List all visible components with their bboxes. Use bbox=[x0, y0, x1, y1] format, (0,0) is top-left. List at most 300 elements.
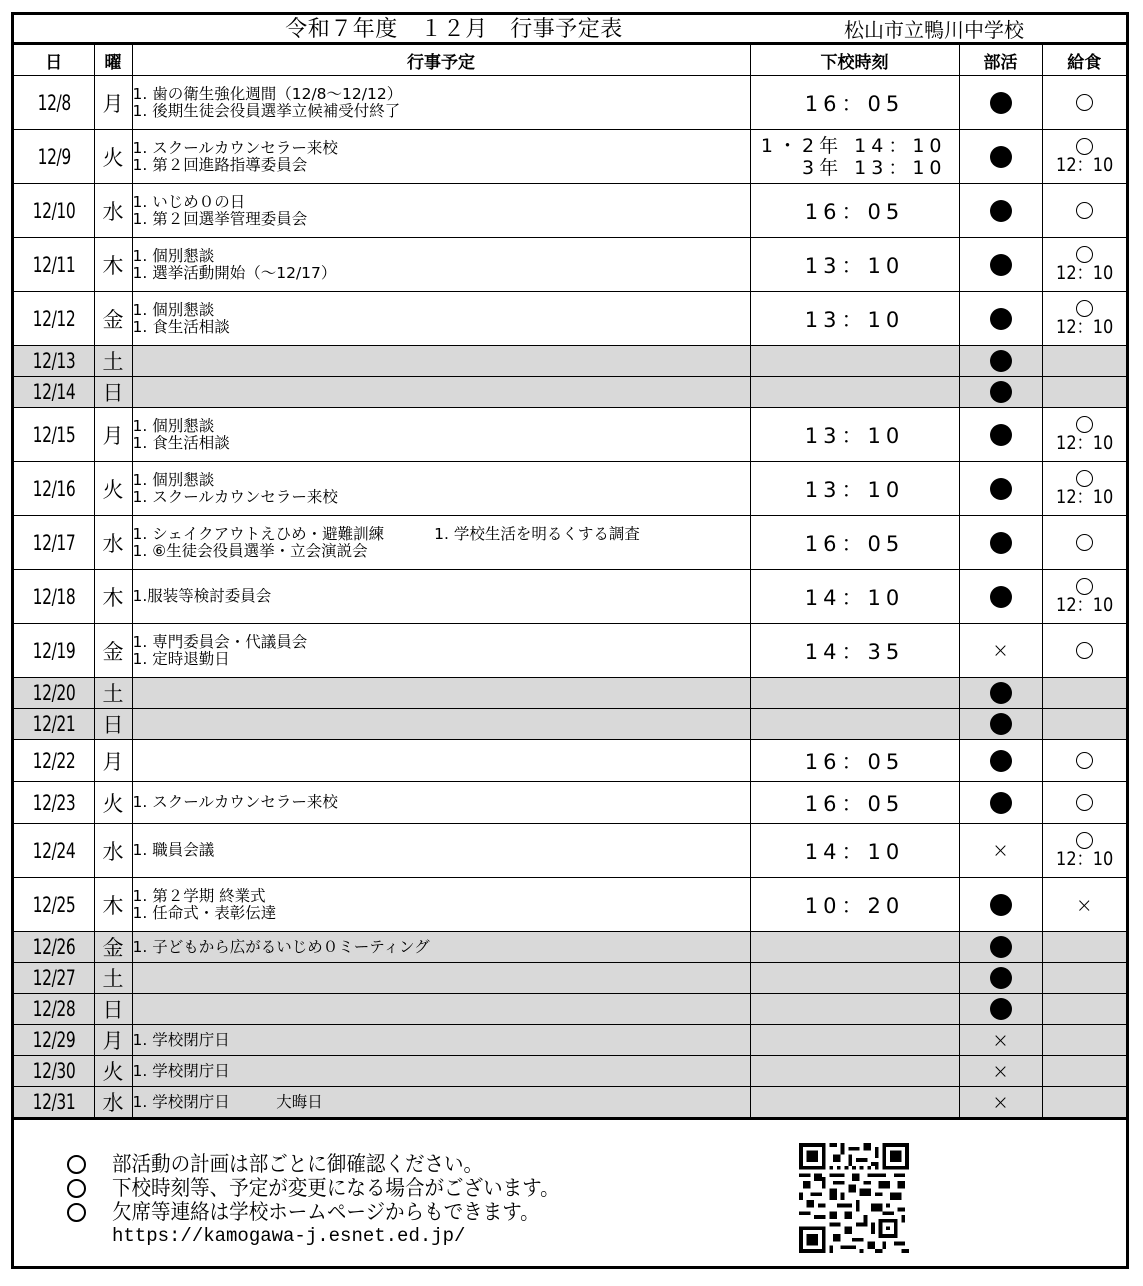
date-text: 12/13 bbox=[32, 349, 76, 373]
events-cell bbox=[132, 624, 750, 678]
date-text: 12/22 bbox=[32, 748, 76, 773]
club-activity-cell bbox=[959, 292, 1042, 346]
event-item: 1. 個別懇談 bbox=[132, 246, 215, 265]
date-text: 12/20 bbox=[32, 681, 76, 705]
event-item: 1. ⑥生徒会役員選挙・立会演説会 bbox=[132, 541, 368, 560]
open-circle-icon bbox=[1076, 470, 1093, 487]
lunch-time: 12：10 bbox=[1055, 154, 1113, 176]
dismissal-time-cell bbox=[750, 1025, 959, 1056]
lunch-cell bbox=[1042, 1056, 1126, 1087]
dismissal-time: 16：05 bbox=[804, 749, 905, 774]
lunch-cell bbox=[1042, 570, 1126, 624]
dismissal-time-cell bbox=[750, 76, 959, 130]
dismissal-time: 10：20 bbox=[804, 893, 905, 918]
open-circle-icon bbox=[1076, 832, 1093, 849]
lunch-cell bbox=[1042, 878, 1126, 932]
weekday-cell: 火 bbox=[94, 1056, 132, 1087]
open-circle-icon bbox=[1076, 642, 1093, 659]
lunch-cell bbox=[1042, 624, 1126, 678]
events-cell bbox=[132, 76, 750, 130]
filled-circle-icon bbox=[990, 308, 1012, 330]
events-cell bbox=[132, 184, 750, 238]
event-item: 1. スクールカウンセラー来校 bbox=[132, 138, 338, 157]
dismissal-time-cell bbox=[750, 408, 959, 462]
date-text: 12/11 bbox=[32, 252, 76, 277]
date-text: 12/8 bbox=[37, 90, 71, 115]
cross-icon: × bbox=[992, 638, 1009, 662]
events-cell bbox=[132, 782, 750, 824]
weekday-cell: 日 bbox=[94, 377, 132, 408]
dismissal-time: 1・2年 14：10 bbox=[760, 134, 947, 157]
note-item: 部活動の計画は部ごとに御確認ください。 bbox=[64, 1152, 593, 1176]
dismissal-time-cell bbox=[750, 963, 959, 994]
lunch-time: 12：10 bbox=[1055, 262, 1113, 284]
club-activity-cell bbox=[959, 963, 1042, 994]
filled-circle-icon bbox=[990, 478, 1012, 500]
table-row bbox=[14, 824, 1126, 878]
date-cell bbox=[14, 184, 94, 238]
header-date: 日 bbox=[14, 45, 94, 76]
date-text: 12/25 bbox=[32, 892, 76, 917]
lunch-cell bbox=[1042, 377, 1126, 408]
header-dismissal: 下校時刻 bbox=[750, 45, 959, 76]
date-cell bbox=[14, 1025, 94, 1056]
table-row bbox=[14, 963, 1126, 994]
filled-circle-icon bbox=[990, 792, 1012, 814]
events-cell bbox=[132, 292, 750, 346]
dismissal-time: 16：05 bbox=[804, 531, 905, 556]
events-cell bbox=[132, 516, 750, 570]
dismissal-time-cell bbox=[750, 238, 959, 292]
date-cell bbox=[14, 130, 94, 184]
filled-circle-icon bbox=[990, 936, 1012, 958]
event-item: 1. 食生活相談 bbox=[132, 317, 230, 336]
event-item: 1. 食生活相談 bbox=[132, 433, 230, 452]
date-cell bbox=[14, 932, 94, 963]
filled-circle-icon bbox=[990, 894, 1012, 916]
filled-circle-icon bbox=[990, 532, 1012, 554]
club-activity-cell bbox=[959, 709, 1042, 740]
note-item: 下校時刻等、予定が変更になる場合がございます。 bbox=[64, 1176, 593, 1200]
event-item: 1. 第２回選挙管理委員会 bbox=[132, 209, 308, 228]
table-row bbox=[14, 346, 1126, 377]
cross-icon: × bbox=[992, 1027, 1009, 1052]
dismissal-time-cell bbox=[750, 292, 959, 346]
dismissal-time-cell bbox=[750, 678, 959, 709]
table-row bbox=[14, 740, 1126, 782]
event-item: 1. 個別懇談 bbox=[132, 300, 215, 319]
date-cell bbox=[14, 462, 94, 516]
dismissal-time-cell bbox=[750, 462, 959, 516]
filled-circle-icon bbox=[990, 200, 1012, 222]
events-cell bbox=[132, 932, 750, 963]
events-cell bbox=[132, 408, 750, 462]
table-row bbox=[14, 932, 1126, 963]
header-events: 行事予定 bbox=[132, 45, 750, 76]
lunch-cell bbox=[1042, 184, 1126, 238]
lunch-cell bbox=[1042, 932, 1126, 963]
weekday-cell: 日 bbox=[94, 994, 132, 1025]
events-cell bbox=[132, 878, 750, 932]
club-activity-cell bbox=[959, 130, 1042, 184]
date-text: 12/16 bbox=[32, 476, 76, 501]
header-dow: 曜 bbox=[94, 45, 132, 76]
weekday-cell: 土 bbox=[94, 346, 132, 377]
lunch-cell bbox=[1042, 1087, 1126, 1119]
date-text: 12/18 bbox=[32, 584, 76, 609]
event-item: 1. 選挙活動開始（～12/17） bbox=[132, 263, 337, 282]
open-circle-icon bbox=[1076, 202, 1093, 219]
circle-bullet-icon bbox=[67, 1179, 86, 1198]
filled-circle-icon bbox=[990, 586, 1012, 608]
dismissal-time-cell bbox=[750, 740, 959, 782]
lunch-cell bbox=[1042, 76, 1126, 130]
table-row bbox=[14, 238, 1126, 292]
table-row bbox=[14, 994, 1126, 1025]
club-activity-cell bbox=[959, 238, 1042, 292]
lunch-cell bbox=[1042, 740, 1126, 782]
club-activity-cell bbox=[959, 377, 1042, 408]
event-item: 1. 個別懇談 bbox=[132, 470, 215, 489]
dismissal-time-cell bbox=[750, 709, 959, 740]
weekday-cell: 水 bbox=[94, 516, 132, 570]
open-circle-icon bbox=[1076, 138, 1093, 155]
club-activity-cell bbox=[959, 408, 1042, 462]
event-item: 1. 学校閉庁日 大晦日 bbox=[132, 1092, 323, 1111]
club-activity-cell bbox=[959, 1025, 1042, 1056]
event-item: 1. 職員会議 bbox=[132, 841, 215, 859]
events-cell bbox=[132, 824, 750, 878]
event-item: 1. 個別懇談 bbox=[132, 416, 215, 435]
event-item: 1. 後期生徒会役員選挙立候補受付終了 bbox=[132, 101, 401, 120]
date-text: 12/29 bbox=[32, 1028, 76, 1052]
date-text: 12/24 bbox=[32, 838, 76, 863]
table-row bbox=[14, 462, 1126, 516]
lunch-cell bbox=[1042, 709, 1126, 740]
events-cell bbox=[132, 130, 750, 184]
table-row bbox=[14, 516, 1126, 570]
filled-circle-icon bbox=[990, 424, 1012, 446]
circle-bullet-icon bbox=[67, 1203, 86, 1222]
open-circle-icon bbox=[1076, 246, 1093, 263]
weekday-cell: 土 bbox=[94, 678, 132, 709]
date-cell bbox=[14, 1087, 94, 1119]
header-club: 部活 bbox=[959, 45, 1042, 76]
table-row bbox=[14, 76, 1126, 130]
open-circle-icon bbox=[1076, 794, 1093, 811]
open-circle-icon bbox=[1076, 300, 1093, 317]
weekday-cell: 金 bbox=[94, 932, 132, 963]
school-website-link[interactable]: https://kamogawa-j.esnet.ed.jp/ bbox=[112, 1225, 466, 1247]
club-activity-cell bbox=[959, 1056, 1042, 1087]
filled-circle-icon bbox=[990, 92, 1012, 114]
event-item: 1. 学校閉庁日 bbox=[132, 1061, 230, 1080]
open-circle-icon bbox=[1076, 534, 1093, 551]
event-item: 1. 第２回進路指導委員会 bbox=[132, 155, 308, 174]
weekday-cell: 月 bbox=[94, 408, 132, 462]
table-row bbox=[14, 782, 1126, 824]
table-row bbox=[14, 878, 1126, 932]
dismissal-time-cell bbox=[750, 377, 959, 408]
dismissal-time-cell bbox=[750, 932, 959, 963]
cross-icon: × bbox=[992, 1089, 1009, 1114]
date-text: 12/9 bbox=[37, 144, 71, 169]
date-text: 12/10 bbox=[32, 198, 76, 223]
club-activity-cell bbox=[959, 462, 1042, 516]
date-cell bbox=[14, 76, 94, 130]
club-activity-cell bbox=[959, 678, 1042, 709]
date-cell bbox=[14, 377, 94, 408]
lunch-cell bbox=[1042, 824, 1126, 878]
table-row bbox=[14, 570, 1126, 624]
event-item: 1. スクールカウンセラー来校 bbox=[132, 793, 338, 811]
schedule-sheet bbox=[11, 12, 1129, 1269]
dismissal-time-cell bbox=[750, 994, 959, 1025]
event-item: 1. いじめ０の日 bbox=[132, 192, 246, 211]
date-text: 12/14 bbox=[32, 380, 76, 404]
note-item: 欠席等連絡は学校ホームページからもできます。 bbox=[64, 1200, 593, 1224]
filled-circle-icon bbox=[990, 998, 1012, 1020]
filled-circle-icon bbox=[990, 713, 1012, 735]
table-row bbox=[14, 624, 1126, 678]
table-row bbox=[14, 709, 1126, 740]
weekday-cell: 火 bbox=[94, 782, 132, 824]
page-title-text: 令和７年度 １２月 行事予定表 bbox=[285, 17, 623, 42]
date-text: 12/15 bbox=[32, 422, 76, 447]
table-row bbox=[14, 408, 1126, 462]
footer-notes bbox=[14, 1132, 1126, 1266]
weekday-cell: 日 bbox=[94, 709, 132, 740]
date-cell bbox=[14, 516, 94, 570]
filled-circle-icon bbox=[990, 682, 1012, 704]
filled-circle-icon bbox=[990, 750, 1012, 772]
weekday-cell: 木 bbox=[94, 878, 132, 932]
lunch-time: 12：10 bbox=[1055, 432, 1113, 454]
dismissal-time-cell bbox=[750, 184, 959, 238]
lunch-time: 12：10 bbox=[1055, 486, 1113, 508]
page-title bbox=[14, 15, 894, 42]
weekday-cell: 月 bbox=[94, 740, 132, 782]
date-text: 12/26 bbox=[32, 935, 76, 959]
date-cell bbox=[14, 878, 94, 932]
dismissal-time: 14：10 bbox=[804, 585, 905, 610]
club-activity-cell bbox=[959, 824, 1042, 878]
event-item: 1. 学校生活を明るくする調査 bbox=[434, 524, 640, 543]
lunch-cell bbox=[1042, 782, 1126, 824]
date-cell bbox=[14, 994, 94, 1025]
events-cell bbox=[132, 1025, 750, 1056]
weekday-cell: 金 bbox=[94, 292, 132, 346]
dismissal-time: 13：10 bbox=[804, 477, 905, 502]
event-item: 1. 子どもから広がるいじめ０ミーティング bbox=[132, 937, 430, 956]
events-cell bbox=[132, 238, 750, 292]
date-text: 12/30 bbox=[32, 1059, 76, 1083]
dismissal-time: 16：05 bbox=[804, 91, 905, 116]
open-circle-icon bbox=[1076, 416, 1093, 433]
event-item: 1. 第２学期 終業式 bbox=[132, 886, 266, 905]
table-row bbox=[14, 1056, 1126, 1087]
event-item: 1. 任命式・表彰伝達 bbox=[132, 903, 277, 922]
date-text: 12/27 bbox=[32, 966, 76, 990]
dismissal-time: 14：10 bbox=[804, 839, 905, 864]
date-cell bbox=[14, 963, 94, 994]
club-activity-cell bbox=[959, 782, 1042, 824]
club-activity-cell bbox=[959, 516, 1042, 570]
lunch-cell bbox=[1042, 1025, 1126, 1056]
events-cell bbox=[132, 1087, 750, 1119]
date-cell bbox=[14, 782, 94, 824]
dismissal-time: 3年 13：10 bbox=[802, 156, 947, 179]
events-cell bbox=[132, 377, 750, 408]
club-activity-cell bbox=[959, 76, 1042, 130]
filled-circle-icon bbox=[990, 254, 1012, 276]
schedule-table bbox=[14, 45, 1126, 1120]
dismissal-time-cell bbox=[750, 824, 959, 878]
events-cell bbox=[132, 740, 750, 782]
table-row bbox=[14, 292, 1126, 346]
club-activity-cell bbox=[959, 624, 1042, 678]
events-cell bbox=[132, 709, 750, 740]
club-activity-cell bbox=[959, 570, 1042, 624]
weekday-cell: 月 bbox=[94, 1025, 132, 1056]
date-text: 12/19 bbox=[32, 638, 76, 663]
qr-code-icon[interactable] bbox=[799, 1140, 909, 1256]
date-text: 12/23 bbox=[32, 790, 76, 815]
dismissal-time-cell bbox=[750, 570, 959, 624]
events-cell bbox=[132, 994, 750, 1025]
club-activity-cell bbox=[959, 1087, 1042, 1119]
open-circle-icon bbox=[1076, 578, 1093, 595]
dismissal-time: 13：10 bbox=[804, 307, 905, 332]
lunch-cell bbox=[1042, 516, 1126, 570]
lunch-cell bbox=[1042, 462, 1126, 516]
weekday-cell: 月 bbox=[94, 76, 132, 130]
date-text: 12/21 bbox=[32, 712, 76, 736]
dismissal-time-cell bbox=[750, 624, 959, 678]
dismissal-time-cell bbox=[750, 346, 959, 377]
dismissal-time: 13：10 bbox=[804, 253, 905, 278]
event-item: 1. 学校閉庁日 bbox=[132, 1030, 230, 1049]
date-cell bbox=[14, 1056, 94, 1087]
table-row bbox=[14, 678, 1126, 709]
dismissal-time: 14：35 bbox=[804, 639, 905, 664]
club-activity-cell bbox=[959, 994, 1042, 1025]
date-cell bbox=[14, 740, 94, 782]
lunch-cell bbox=[1042, 292, 1126, 346]
event-item: 1. 定時退勤日 bbox=[132, 649, 230, 668]
open-circle-icon bbox=[1076, 752, 1093, 769]
event-item: 1.服装等検討委員会 bbox=[132, 587, 272, 605]
filled-circle-icon bbox=[990, 381, 1012, 403]
table-row bbox=[14, 130, 1126, 184]
table-row bbox=[14, 184, 1126, 238]
lunch-cell bbox=[1042, 130, 1126, 184]
club-activity-cell bbox=[959, 878, 1042, 932]
filled-circle-icon bbox=[990, 350, 1012, 372]
weekday-cell: 土 bbox=[94, 963, 132, 994]
circle-bullet-icon bbox=[67, 1155, 86, 1174]
event-item: 1. スクールカウンセラー来校 bbox=[132, 487, 338, 506]
date-cell bbox=[14, 570, 94, 624]
date-text: 12/12 bbox=[32, 306, 76, 331]
date-cell bbox=[14, 238, 94, 292]
lunch-time: 12：10 bbox=[1055, 848, 1113, 870]
filled-circle-icon bbox=[990, 967, 1012, 989]
events-cell bbox=[132, 1056, 750, 1087]
event-item: 1. シェイクアウトえひめ・避難訓練 bbox=[132, 524, 385, 543]
weekday-cell: 金 bbox=[94, 624, 132, 678]
club-activity-cell bbox=[959, 346, 1042, 377]
dismissal-time-cell bbox=[750, 1087, 959, 1119]
date-cell bbox=[14, 408, 94, 462]
event-item: 1. 専門委員会・代議員会 bbox=[132, 632, 308, 651]
date-cell bbox=[14, 824, 94, 878]
date-cell bbox=[14, 678, 94, 709]
club-activity-cell bbox=[959, 932, 1042, 963]
weekday-cell: 木 bbox=[94, 570, 132, 624]
dismissal-time: 16：05 bbox=[804, 791, 905, 816]
weekday-cell: 木 bbox=[94, 238, 132, 292]
events-cell bbox=[132, 570, 750, 624]
lunch-cell bbox=[1042, 994, 1126, 1025]
cross-icon: × bbox=[992, 1058, 1009, 1083]
weekday-cell: 水 bbox=[94, 824, 132, 878]
school-name: 松山市立鴨川中学校 bbox=[844, 18, 1024, 42]
events-cell bbox=[132, 963, 750, 994]
dismissal-time-cell bbox=[750, 878, 959, 932]
filled-circle-icon bbox=[990, 146, 1012, 168]
header-lunch: 給食 bbox=[1042, 45, 1126, 76]
lunch-cell bbox=[1042, 678, 1126, 709]
open-circle-icon bbox=[1076, 94, 1093, 111]
club-activity-cell bbox=[959, 740, 1042, 782]
weekday-cell: 水 bbox=[94, 184, 132, 238]
header-row bbox=[14, 45, 1126, 76]
events-cell bbox=[132, 462, 750, 516]
event-item: 1. 歯の衛生強化週間（12/8～12/12） bbox=[132, 84, 403, 103]
lunch-cell bbox=[1042, 963, 1126, 994]
lunch-time: 12：10 bbox=[1055, 316, 1113, 338]
events-cell bbox=[132, 678, 750, 709]
weekday-cell: 火 bbox=[94, 130, 132, 184]
table-row bbox=[14, 1025, 1126, 1056]
dismissal-time-cell bbox=[750, 516, 959, 570]
date-cell bbox=[14, 346, 94, 377]
table-row bbox=[14, 377, 1126, 408]
table-row bbox=[14, 1087, 1126, 1119]
lunch-cell bbox=[1042, 238, 1126, 292]
dismissal-time-cell bbox=[750, 1056, 959, 1087]
dismissal-time: 13：10 bbox=[804, 423, 905, 448]
date-text: 12/17 bbox=[32, 530, 76, 555]
events-cell bbox=[132, 346, 750, 377]
cross-icon: × bbox=[1075, 892, 1093, 917]
date-cell bbox=[14, 292, 94, 346]
dismissal-time-cell bbox=[750, 130, 959, 184]
date-text: 12/31 bbox=[32, 1090, 76, 1114]
date-cell bbox=[14, 709, 94, 740]
club-activity-cell bbox=[959, 184, 1042, 238]
title-row bbox=[14, 15, 1126, 45]
weekday-cell: 火 bbox=[94, 462, 132, 516]
lunch-time: 12：10 bbox=[1055, 594, 1113, 616]
weekday-cell: 水 bbox=[94, 1087, 132, 1119]
date-text: 12/28 bbox=[32, 997, 76, 1021]
lunch-cell bbox=[1042, 408, 1126, 462]
cross-icon: × bbox=[992, 838, 1009, 862]
dismissal-time-cell bbox=[750, 782, 959, 824]
lunch-cell bbox=[1042, 346, 1126, 377]
